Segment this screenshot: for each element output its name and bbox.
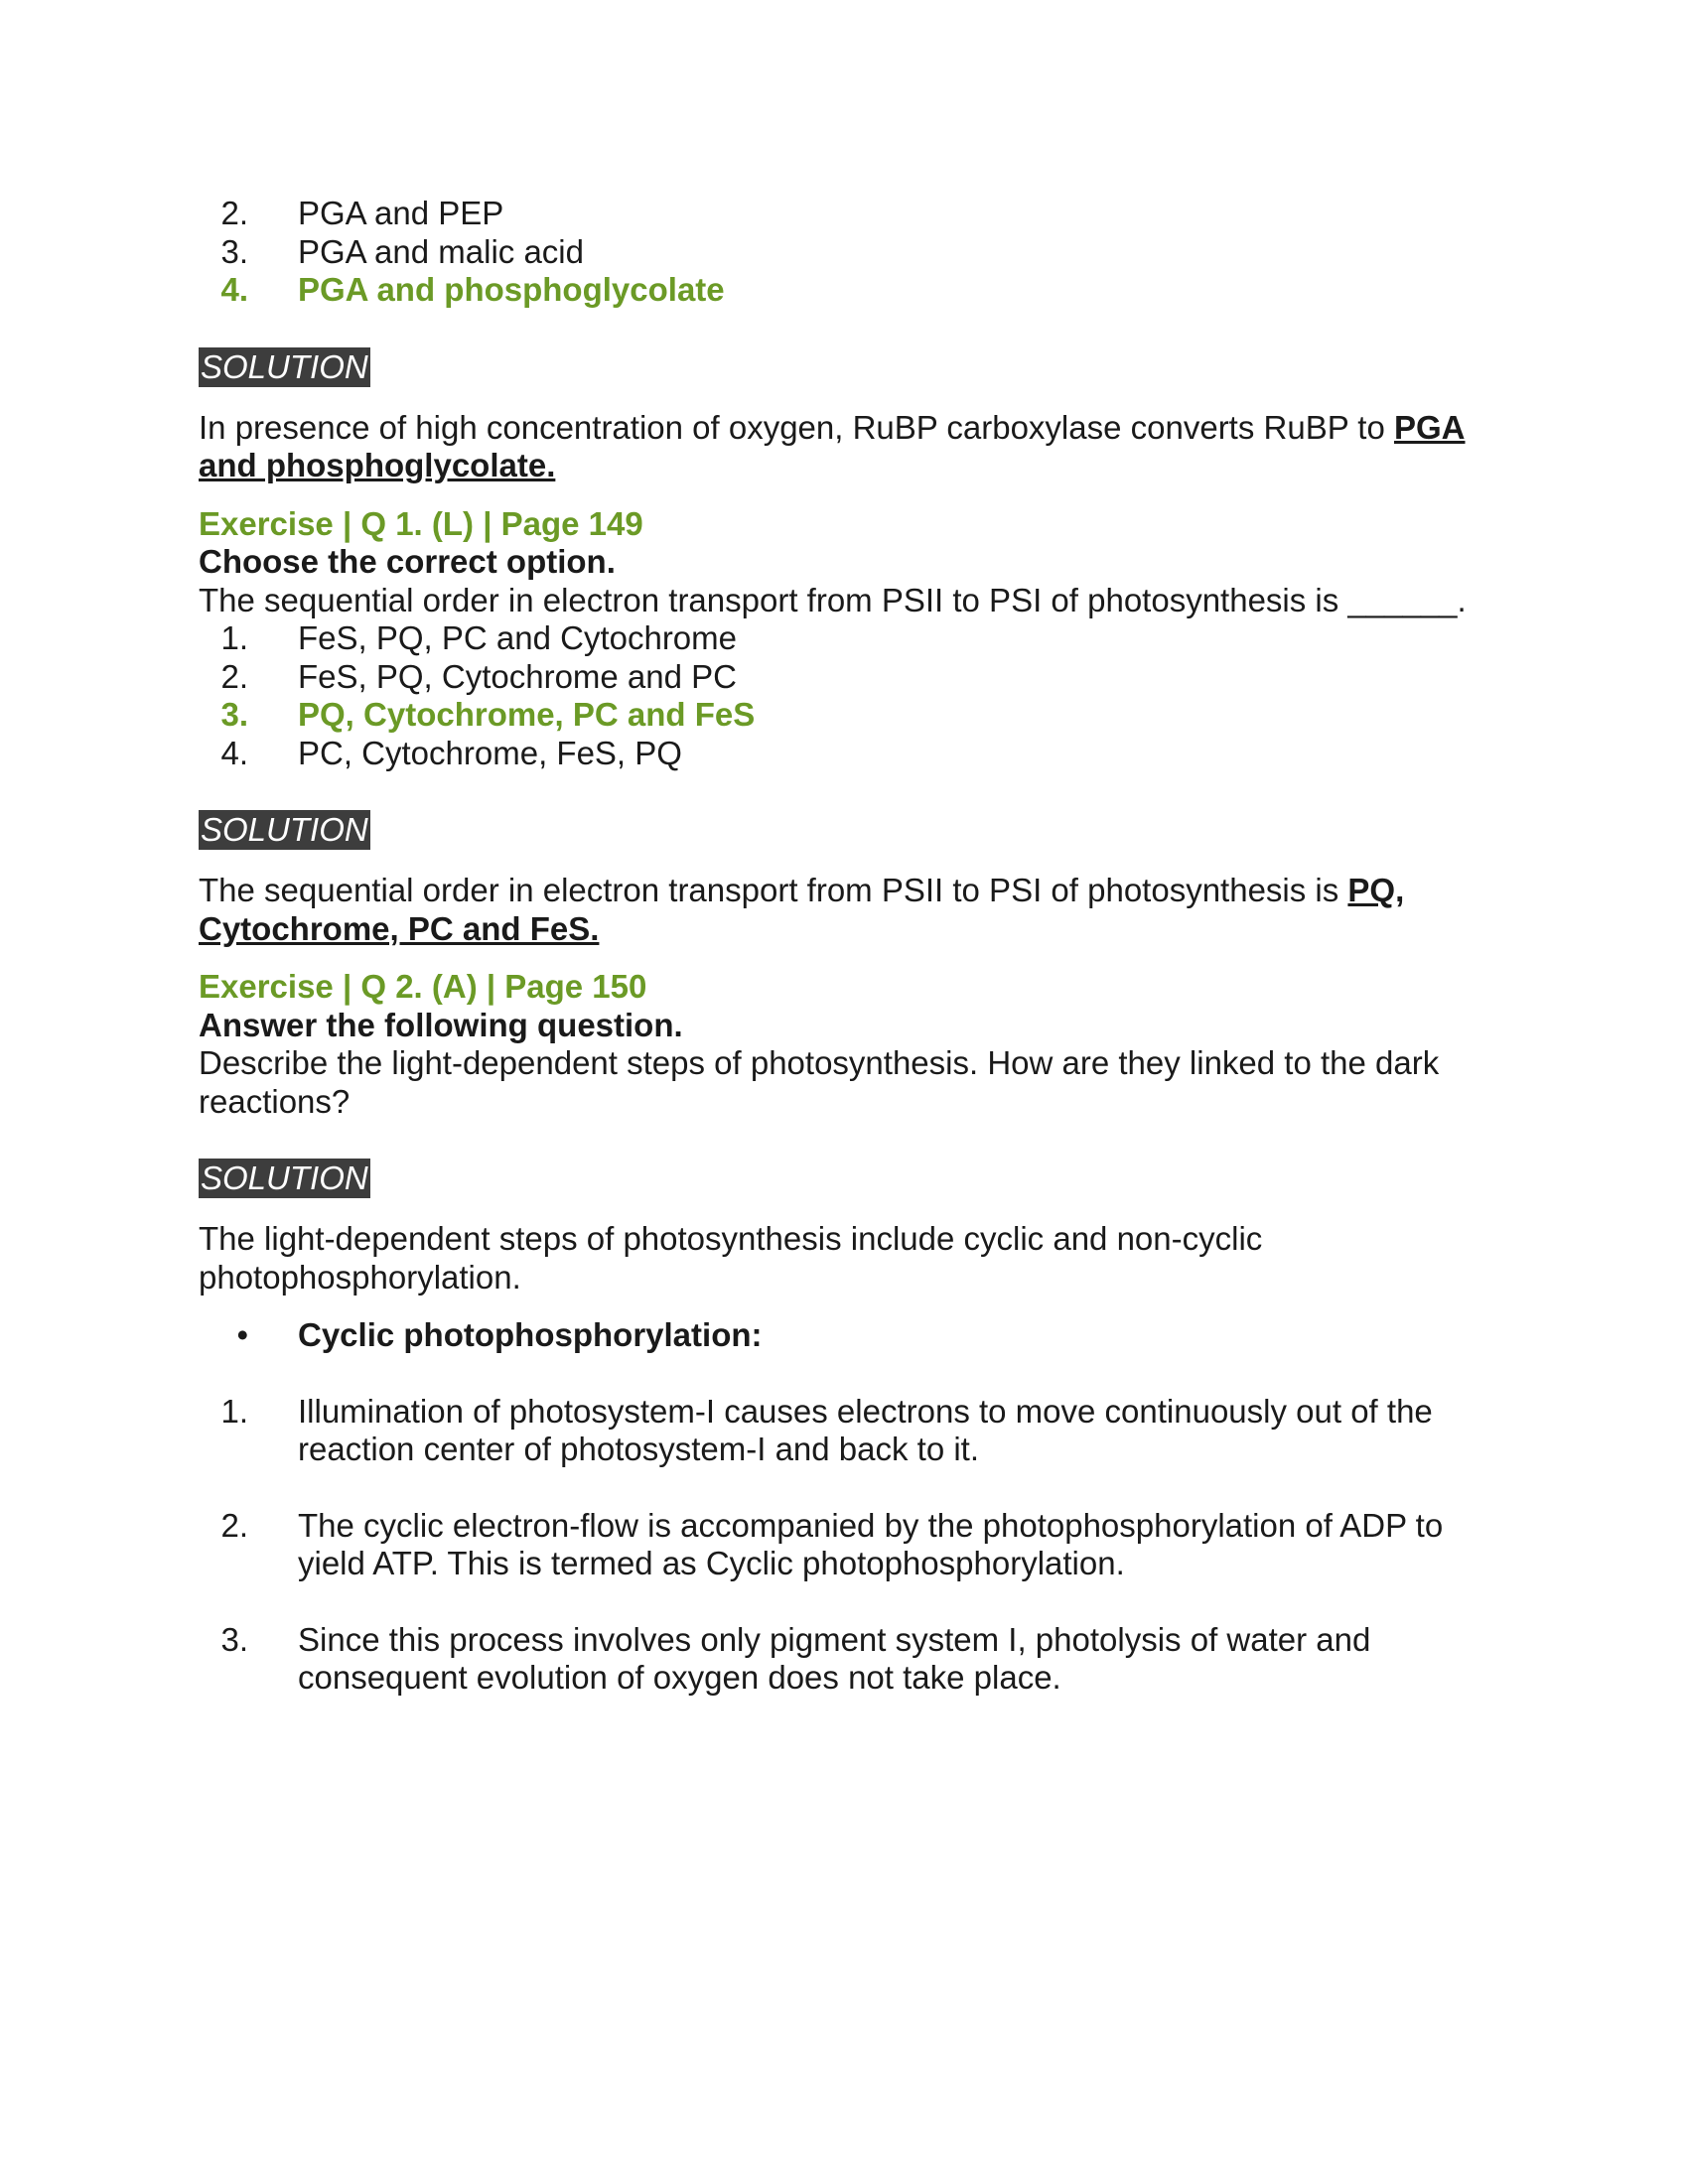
question-text: Describe the light-dependent steps of photosynthesis. How are they linked to the dark reactions? bbox=[199, 1044, 1440, 1120]
solution-badge: SOLUTION bbox=[201, 347, 368, 385]
option-number: 2. bbox=[220, 657, 248, 695]
question-text: The sequential order in electron transport from PSII to PSI of photosynthesis is ______. bbox=[199, 581, 1467, 618]
point-text: Since this process involves only pigment system I, photolysis of water and consequent evolution of oxygen does not take place. bbox=[298, 1620, 1371, 1696]
option-text: FeS, PQ, PC and Cytochrome bbox=[298, 619, 738, 656]
option bbox=[199, 735, 1489, 773]
q1-options bbox=[199, 619, 1489, 772]
q2-points bbox=[199, 1393, 1489, 1698]
option-text: PC, Cytochrome, FeS, PQ bbox=[298, 734, 682, 771]
option-text: PGA and phosphoglycolate bbox=[298, 271, 725, 308]
solution-text: The sequential order in electron transport from PSII to PSI of photosynthesis is bbox=[199, 872, 1348, 908]
exercise-heading: Exercise | Q 2. (A) | Page 150 bbox=[199, 968, 647, 1005]
option bbox=[199, 619, 1489, 658]
option-number: 4. bbox=[220, 734, 248, 771]
solution-answer: PGA and phosphoglycolate. bbox=[199, 408, 1466, 483]
instruction: Answer the following question. bbox=[199, 1006, 683, 1043]
option-correct bbox=[199, 696, 1489, 735]
solution-paragraph bbox=[199, 409, 1489, 485]
solution-badge: SOLUTION bbox=[201, 1160, 368, 1196]
point-number: 2. bbox=[220, 1506, 248, 1544]
point-item bbox=[199, 1507, 1489, 1583]
point-text: Illumination of photosystem-I causes electrons to move continuously out of the reaction center of photosystem-I and back to it. bbox=[298, 1392, 1433, 1467]
option-text: PGA and malic acid bbox=[298, 232, 584, 270]
option-text: PQ, Cytochrome, PC and FeS bbox=[298, 696, 756, 733]
q0-options bbox=[199, 195, 1489, 310]
solution-paragraph bbox=[199, 872, 1489, 948]
point-number: 3. bbox=[220, 1620, 248, 1658]
option-number: 4. bbox=[220, 271, 248, 308]
solution-text: In presence of high concentration of oxygen, RuBP carboxylase converts RuBP to bbox=[199, 408, 1394, 446]
option-number: 3. bbox=[220, 232, 248, 270]
option bbox=[199, 195, 1489, 233]
option bbox=[199, 233, 1489, 272]
solution-badge: SOLUTION bbox=[201, 811, 368, 848]
point-number: 1. bbox=[220, 1392, 248, 1430]
option-number: 2. bbox=[220, 195, 248, 231]
solution-intro: The light-dependent steps of photosynthesis include cyclic and non-cyclic photophosphorylation. bbox=[199, 1220, 1263, 1296]
bullet-item bbox=[199, 1316, 1489, 1355]
option-number: 1. bbox=[220, 619, 248, 656]
point-item bbox=[199, 1621, 1489, 1698]
option bbox=[199, 658, 1489, 697]
point-item bbox=[199, 1393, 1489, 1469]
option-number: 3. bbox=[220, 696, 248, 733]
option-text: PGA and PEP bbox=[298, 195, 504, 231]
option-correct bbox=[199, 271, 1489, 310]
point-text: The cyclic electron-flow is accompanied by the photophosphorylation of ADP to yield ATP. This is termed as Cyclic photophosphorylation. bbox=[298, 1506, 1444, 1581]
page-content bbox=[199, 195, 1489, 1698]
instruction: Choose the correct option. bbox=[199, 543, 616, 580]
option-text: FeS, PQ, Cytochrome and PC bbox=[298, 657, 738, 695]
bullet-icon: • bbox=[236, 1316, 248, 1353]
solution-answer: PQ, Cytochrome, PC and FeS. bbox=[199, 872, 1405, 947]
bullet-heading: Cyclic photophosphorylation: bbox=[298, 1316, 763, 1353]
exercise-heading: Exercise | Q 1. (L) | Page 149 bbox=[199, 504, 643, 542]
